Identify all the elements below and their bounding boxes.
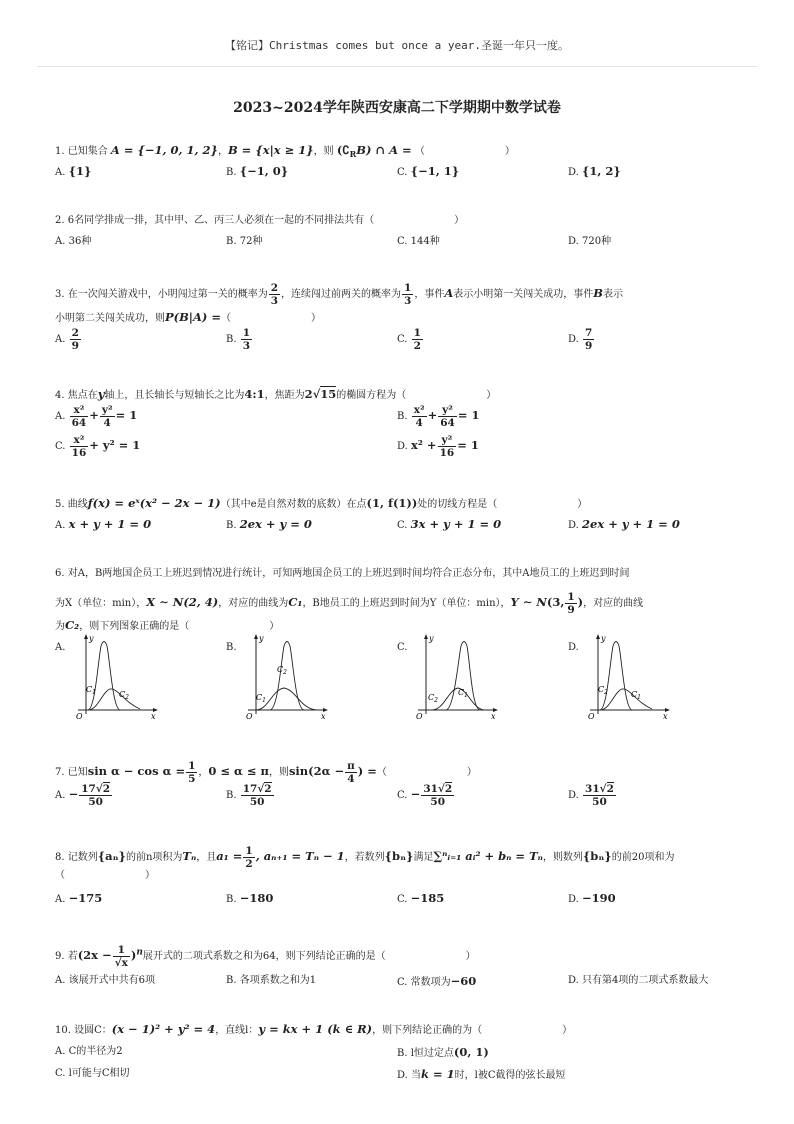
stem-text: 已知 (67, 767, 88, 778)
stem-text: 小明第二关闯关成功，则 (55, 313, 165, 324)
question-number: 5. (55, 499, 65, 510)
math-expr: (1, f(1)) (366, 496, 418, 510)
math-var: C₁ (288, 595, 303, 609)
stem-text: ，则 (313, 146, 334, 157)
answer-blank: （ ） (376, 767, 477, 778)
stem-text: 轴上，且长轴长与短轴长之比为 (104, 390, 245, 401)
math-expr: f(x) = eˣ(x² − 2x − 1) (87, 496, 221, 510)
fraction: $\frac{1}{5}$ (188, 760, 196, 785)
label-c2: $C_2$ (598, 685, 608, 696)
math-expr: Y ∼ N (510, 595, 547, 609)
option-text: 只有第4项的二项式系数最大 (582, 975, 709, 986)
option-a[interactable] (55, 890, 102, 908)
option-label: B. (226, 167, 237, 178)
option-text: {−1, 1} (410, 164, 460, 178)
graph-d[interactable] (582, 632, 674, 722)
option-label: D. (568, 642, 579, 653)
fraction: $\frac{\text{x²}}{64}$ (71, 404, 87, 429)
option-c[interactable] (397, 640, 407, 656)
math-var: C₂ (65, 618, 80, 632)
option-c[interactable] (397, 516, 501, 534)
option-label: C. (397, 334, 408, 345)
stem-text: 曲线 (67, 499, 88, 510)
option-label: C. (397, 790, 408, 801)
option-d[interactable] (568, 234, 611, 250)
option-a[interactable] (55, 516, 151, 534)
option-label: B. (226, 790, 237, 801)
fraction: $\frac{\text{y²}}{64}$ (440, 404, 455, 429)
math-expr: 0 ≤ α ≤ π (208, 764, 269, 778)
math-expr: sin(2α − (288, 764, 345, 778)
option-label: C. (397, 894, 408, 905)
option-text: 各项系数之和为1 (239, 975, 317, 986)
graph-b[interactable] (240, 632, 332, 722)
math-expr: {bₙ} (582, 849, 612, 863)
math-expr: ) (577, 595, 584, 609)
option-label: B. (226, 894, 237, 905)
stem-text: 展开式的二项式系数之和为64，则下列结论正确的是（ ） (142, 951, 476, 962)
stem-text: ，事件 (414, 289, 445, 300)
stem-text: ，则数列 (542, 852, 583, 863)
axis-label-x: x (491, 712, 496, 721)
option-label: D. (568, 520, 579, 531)
stem-text: 表示小明第一关闯关成功，事件 (453, 289, 594, 300)
math-expr: ∑ⁿᵢ₌₁ aᵢ² + bₙ = Tₙ (433, 849, 543, 863)
option-text: 144种 (410, 236, 440, 247)
option-text: 720种 (582, 236, 612, 247)
math-var: B (593, 286, 604, 300)
option-label: C. (55, 441, 66, 452)
math-expr: (x − 1)² + y² = 4 (111, 1022, 216, 1036)
math-expr: y = kx + 1 (k ∈ R) (258, 1022, 373, 1036)
stem-text: ，且 (196, 852, 217, 863)
math-expr: −60 (450, 974, 477, 988)
y-axis-arrow (84, 634, 88, 639)
question-3-stem-line2 (55, 309, 321, 327)
option-text: l恒过定点 (410, 1048, 454, 1059)
option-label: D. (568, 334, 579, 345)
option-label: C. (397, 167, 408, 178)
option-text: −180 (239, 891, 274, 905)
axis-label-y: y (89, 634, 94, 643)
option-a[interactable] (55, 327, 82, 352)
fraction: $\frac{7}{9}$ (585, 327, 593, 352)
option-label: A. (55, 236, 66, 247)
origin-label: O (588, 712, 595, 721)
math-expr: A = {−1, 0, 1, 2} (110, 143, 218, 157)
exam-title: 2023~2024学年陕西安康高二下学期期中数学试卷 (233, 100, 561, 116)
math-expr: (0, 1) (453, 1045, 489, 1059)
curve-c2 (446, 642, 480, 711)
fraction: $\frac{1}{2}$ (245, 845, 253, 870)
option-d[interactable] (568, 783, 617, 808)
option-text: 2ex + y + 1 = 0 (582, 517, 680, 531)
option-text: −190 (582, 891, 616, 905)
question-1-stem (55, 142, 515, 162)
fraction: $\frac{\text{y²}}{4}$ (101, 404, 113, 429)
math-expr: B = {x|x ≥ 1} (227, 143, 314, 157)
option-b[interactable] (226, 973, 316, 989)
option-b[interactable] (226, 516, 312, 534)
option-b[interactable] (397, 1044, 489, 1062)
fraction: $\frac{1}{3}$ (404, 282, 412, 307)
stem-text: ，焦距为 (264, 390, 305, 401)
math-expr: {aₙ} (97, 849, 126, 863)
option-c[interactable] (397, 234, 440, 250)
question-3-stem-line1 (55, 282, 623, 307)
question-number: 3. (55, 289, 65, 300)
option-text: {−1, 0} (239, 164, 289, 178)
question-5-stem (55, 495, 587, 513)
stem-text: ，连续闯过前两关的概率为 (281, 289, 402, 300)
option-label: B. (226, 520, 237, 531)
option-a[interactable]: A. $\frac{\text{x²}}{64}$ + $\frac{\text{y²}}{4}$ = 1 (55, 404, 138, 429)
fraction: $\frac{\text{y²}}{16}$ (439, 434, 455, 459)
option-b[interactable]: B. $\frac{\text{x²}}{4}$ + $\frac{\text{y²}}{64}$ = 1 (397, 404, 480, 429)
math-expr: 2 (304, 387, 313, 401)
fraction: $\frac{\pi}{4}$ (347, 760, 355, 785)
stem-text: ， (198, 767, 209, 778)
option-b[interactable] (226, 890, 273, 908)
option-d[interactable] (568, 890, 616, 908)
math-expr: , aₙ₊₁ = Tₙ − 1 (255, 849, 345, 863)
option-b[interactable] (226, 640, 237, 656)
option-c[interactable]: C. − $\frac{31√2}{50}$ (397, 783, 453, 808)
origin-label: O (246, 712, 253, 721)
page-motto: 【铭记】Christmas comes but once a year.圣诞一年只一度。 (225, 39, 569, 52)
option-label: B. (226, 642, 237, 653)
stem-text: 的椭圆方程为（ ） (336, 390, 497, 401)
option-a[interactable] (55, 640, 65, 656)
math-expr: X ∼ N(2, 4) (146, 595, 219, 609)
option-label: D. (568, 975, 579, 986)
stem-text: 设圆C： (74, 1025, 112, 1036)
option-label: D. (568, 236, 579, 247)
stem-text: 对A，B两地国企员工上班迟到情况进行统计，可知两地国企员工的上班迟到时间均符合正态分布，其中A地员工的上班迟到时间 (67, 568, 630, 579)
label-c1: $C_1$ (458, 688, 468, 699)
y-axis-arrow (254, 634, 258, 639)
axis-label-y: y (601, 634, 606, 643)
option-label: D. (397, 1070, 408, 1081)
stem-text: 为X（单位：min）， (55, 598, 147, 609)
answer-blank: （ ） (221, 313, 321, 324)
option-a[interactable] (55, 163, 91, 181)
math-expr: a₁ = (216, 849, 243, 863)
option-a[interactable] (55, 234, 91, 250)
option-label: A. (55, 334, 66, 345)
question-number: 4. (55, 390, 65, 401)
fraction: $\frac{31√2}{50}$ (585, 783, 614, 808)
question-6-stem-line2 (55, 591, 643, 616)
stem-text: 为 (55, 621, 65, 632)
stem-text: 的前n项积为 (125, 852, 183, 863)
fraction: $\frac{1}{3}$ (242, 327, 251, 352)
axis-label-x: x (151, 712, 156, 721)
stem-text: ，对应的曲线 (583, 598, 644, 609)
fraction: $\frac{\text{x²}}{16}$ (71, 434, 87, 459)
question-number: 8. (55, 852, 65, 863)
option-label: C. (397, 977, 408, 988)
option-c[interactable] (397, 890, 444, 908)
stem-text: 已知集合 (67, 146, 108, 157)
option-label: B. (226, 334, 237, 345)
label-c1: $C_1$ (86, 685, 96, 696)
answer-blank: （ ） (55, 870, 155, 881)
axis-label-y: y (259, 634, 264, 643)
math-expr: k = 1 (421, 1067, 455, 1081)
option-a[interactable] (55, 973, 155, 989)
option-label: A. (55, 790, 66, 801)
question-2-stem (55, 213, 464, 229)
option-c[interactable] (397, 973, 476, 991)
option-text: 当 (411, 1070, 422, 1081)
option-text: 72种 (239, 236, 263, 247)
y-axis-arrow (424, 634, 428, 639)
stem-text: 满足 (413, 852, 434, 863)
option-label: A. (55, 411, 66, 422)
math-expr: {bₙ} (384, 849, 414, 863)
axis-label-x: x (663, 712, 668, 721)
stem-text: ，则下列图象正确的是（ ） (79, 621, 280, 632)
option-text: 常数项为 (410, 977, 451, 988)
option-label: A. (55, 520, 66, 531)
option-d[interactable] (568, 163, 621, 181)
option-b[interactable] (226, 327, 253, 352)
fraction: $\frac{1}{2}$ (413, 327, 421, 352)
option-text: 36种 (68, 236, 92, 247)
fraction: $\frac{17√2}{50}$ (242, 783, 272, 808)
option-label: B. (397, 1048, 408, 1059)
math-expr: (2x − (77, 948, 112, 962)
option-label: D. (568, 167, 579, 178)
stem-text: ，B地员工的上班迟到时间为Y（单位：min）， (302, 598, 511, 609)
label-c2: $C_2$ (277, 665, 287, 676)
option-label: C. (55, 1068, 66, 1079)
stem-text: 表示 (603, 289, 624, 300)
option-text: {1} (68, 164, 92, 178)
option-d[interactable] (568, 516, 680, 534)
stem-text: ，则 (268, 767, 289, 778)
option-label: C. (397, 520, 408, 531)
option-text: C的半径为2 (68, 1046, 123, 1057)
label-c1: $C_1$ (256, 693, 266, 704)
option-a[interactable] (55, 1044, 123, 1060)
option-d[interactable] (397, 1066, 566, 1084)
option-label: D. (397, 441, 408, 452)
stem-text: 若 (67, 951, 78, 962)
math-expr: 15 (320, 387, 337, 401)
fraction: $\frac{2}{9}$ (71, 327, 79, 352)
option-label: A. (55, 894, 66, 905)
math-exponent: n (136, 947, 143, 958)
math-expr: B) ∩ A = (356, 143, 412, 157)
option-d[interactable] (568, 640, 579, 656)
option-label: A. (55, 167, 66, 178)
fraction: $\frac{2}{3}$ (270, 282, 279, 307)
stem-text: 的前20项和为 (611, 852, 675, 863)
question-4-stem (55, 386, 496, 404)
option-text: −175 (68, 891, 103, 905)
fraction: $\frac{17√2}{50}$ (81, 783, 111, 808)
stem-text: 处的切线方程是（ ） (417, 499, 588, 510)
option-text: 2ex + y = 0 (239, 517, 312, 531)
label-c2: $C_2$ (428, 693, 438, 704)
sqrt-sign: √ (312, 387, 321, 401)
curve-c2 (600, 642, 632, 711)
option-label: C. (397, 236, 408, 247)
fraction: $\frac{31√2}{50}$ (423, 783, 453, 808)
curve-c1 (88, 642, 120, 711)
math-expr: (∁ (336, 143, 350, 157)
question-number: 2. (55, 215, 65, 226)
stem-text: ，若数列 (344, 852, 385, 863)
option-c[interactable] (397, 163, 459, 181)
stem-text: 6名同学排成一排，其中甲、乙、丙三人必须在一起的不同排法共有（ ） (67, 215, 465, 226)
option-text: 时，l被C截得的弦长最短 (454, 1070, 566, 1081)
option-label: A. (55, 975, 66, 986)
option-label: D. (568, 894, 579, 905)
y-axis-arrow (596, 634, 600, 639)
question-10-stem (55, 1021, 572, 1039)
option-c[interactable] (55, 1066, 130, 1082)
stem-text: 记数列 (67, 852, 98, 863)
option-c[interactable]: C. $\frac{\text{x²}}{16}$ + y² = 1 (55, 434, 141, 459)
question-9-stem (55, 944, 476, 969)
stem-text: ，对应的曲线为 (218, 598, 289, 609)
stem-text: ，直线l： (215, 1025, 259, 1036)
question-number: 9. (55, 951, 65, 962)
stem-text: 在一次闯关游戏中，小明闯过第一关的概率为 (67, 289, 268, 300)
graph-c[interactable] (410, 632, 502, 722)
math-expr: sin α − cos α = (87, 764, 186, 778)
option-b[interactable] (226, 783, 275, 808)
question-number: 10. (55, 1025, 71, 1036)
option-label: C. (397, 642, 408, 653)
stem-text: 焦点在 (67, 390, 98, 401)
option-text: x + y + 1 = 0 (68, 517, 152, 531)
math-expr: (3, (546, 595, 565, 609)
question-6-stem-line1 (55, 566, 630, 582)
stem-text: ， (217, 146, 228, 157)
math-expr: ) = (357, 764, 377, 778)
option-b[interactable] (226, 163, 288, 181)
stem-text: ，则下列结论正确的为（ ） (372, 1025, 573, 1036)
math-var: y (97, 387, 105, 401)
math-expr: P(B|A) = (165, 310, 221, 324)
fraction: $\frac{\text{x²}}{4}$ (413, 404, 425, 429)
graph-a[interactable] (70, 632, 162, 722)
stem-text: （其中e是自然对数的底数）在点 (220, 499, 367, 510)
option-label: B. (226, 975, 237, 986)
math-var: A (444, 286, 454, 300)
math-var: Tₙ (182, 849, 197, 863)
option-label: A. (55, 642, 66, 653)
option-label: B. (226, 236, 237, 247)
fraction: $\frac{1}{9}$ (567, 591, 575, 616)
option-label: B. (397, 411, 408, 422)
option-text: −185 (410, 891, 445, 905)
fraction: $\frac{1}{√x}$ (114, 944, 128, 969)
option-b[interactable] (226, 234, 262, 250)
option-label: A. (55, 1046, 66, 1057)
axis-label-x: x (321, 712, 326, 721)
question-8-stem-line1 (55, 845, 674, 870)
math-sub: R (349, 149, 357, 159)
origin-label: O (416, 712, 423, 721)
axis-label-y: y (429, 634, 434, 643)
option-text: {1, 2} (582, 164, 621, 178)
option-text: 3x + y + 1 = 0 (410, 517, 502, 531)
math-expr: 4:1 (244, 387, 265, 401)
option-text: 该展开式中共有6项 (68, 975, 155, 986)
question-number: 1. (55, 146, 65, 157)
option-c[interactable] (397, 327, 424, 352)
option-d[interactable] (568, 973, 708, 989)
label-c1: $C_1$ (631, 690, 641, 701)
question-8-stem-line2 (55, 868, 155, 884)
answer-blank: （ ） (414, 146, 515, 157)
question-number: 6. (55, 568, 65, 579)
math-expr: ) (130, 948, 137, 962)
option-label: D. (568, 790, 579, 801)
label-c2: $C_2$ (119, 690, 129, 701)
option-d[interactable] (568, 327, 595, 352)
option-a[interactable]: A. − $\frac{17√2}{50}$ (55, 783, 111, 808)
header-divider (37, 66, 757, 67)
option-d[interactable]: D. x² + $\frac{\text{y²}}{16}$ = 1 (397, 434, 479, 459)
origin-label: O (76, 712, 83, 721)
question-number: 7. (55, 767, 65, 778)
option-text: l可能与C相切 (68, 1068, 130, 1079)
